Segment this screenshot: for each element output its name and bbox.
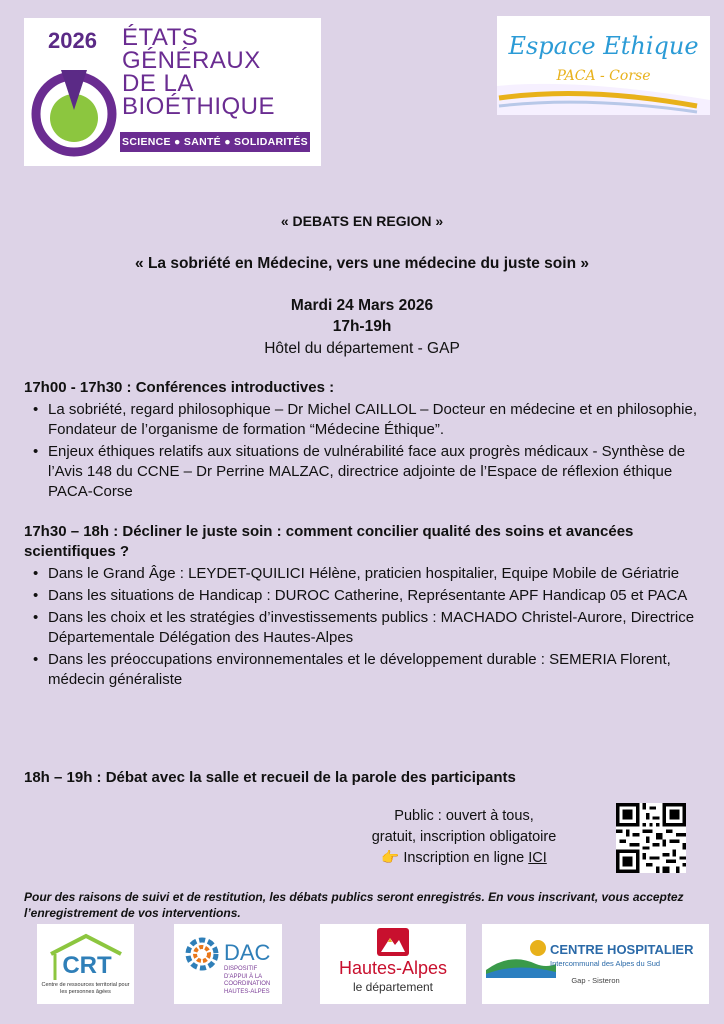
list-item: • Dans les choix et les stratégies d’investissements publics : MACHADO Christel-Aurore, Directrice Départementale Délégation des Hautes-Alpes [24,608,704,648]
logo-title-line: BIOÉTHIQUE [122,93,276,120]
crt-logo [37,924,134,1004]
pointing-hand-icon: 👉 [381,850,400,866]
etats-generaux-logo [24,18,321,166]
mountain-crest-icon [377,928,409,956]
dac-emblem-icon [182,934,222,974]
espace-ethique-subtitle: PACA - Corse [556,68,651,84]
qr-code-icon[interactable] [616,803,686,873]
list-item: • Dans les situations de Handicap : DUROC Catherine, Représentante APF Handicap 05 et PACA [24,586,704,606]
public-info [340,806,588,869]
logo-title [122,26,312,118]
logo-year: 2026 [48,28,97,53]
espace-ethique-logo [497,16,710,115]
section-list [24,564,704,692]
list-item: • Dans les préoccupations environnementales et le développement durable : SEMERIA Florent, médecin généraliste [24,650,704,690]
logo-title-line: ÉTATS [122,24,199,51]
crt-caption: Centre de ressources territorial pour les personnes âgées [41,982,130,995]
list-item: • La sobriété, regard philosophique – Dr Michel CAILLOL – Docteur en médecine et en philosophie, Fondateur de l’organisme de formation “Médecine Éthique”. [24,400,704,440]
registration-link[interactable]: ICI [528,850,547,866]
section-heading: 17h00 - 17h30 : Conférences introductives : [24,379,335,396]
hautes-alpes-caption: le département [352,980,434,994]
list-item: • Enjeux éthiques relatifs aux situations de vulnérabilité face aux progrès médicaux - Synthèse de l’Avis 148 du CCNE – Dr Perrine MALZAC, directrice adjointe de l’Espace de réflexion éthique PACA-Corse [24,442,704,502]
ch-name: CENTRE HOSPITALIER [550,942,694,957]
list-item: • Dans le Grand Âge : LEYDET-QUILICI Hélène, praticien hospitalier, Equipe Mobile de Gériatrie [24,564,704,584]
event-date: Mardi 24 Mars 2026 [290,297,434,314]
bioethique-pin-icon [28,48,120,163]
hautes-alpes-logo [320,924,466,1004]
section-heading: 17h30 – 18h : Décliner le juste soin : comment concilier qualité des soins et avancées scientifiques ? [24,523,634,560]
registration-line [340,848,588,869]
event-time: 17h-19h [332,318,392,335]
logo-title-line: DE LA [122,70,194,97]
hills-sun-icon [486,938,556,978]
espace-ethique-title: Espace Ethique [508,32,699,60]
recording-notice: Pour des raisons de suivi et de restitution, les débats publics seront enregistrés. En vous inscrivant, vous acceptez l’enregistrement de vos interventions. [24,890,684,920]
ch-place: Gap - Sisteron [571,976,620,985]
event-theme: « La sobriété en Médecine, vers une médecine du juste soin » [135,255,589,272]
section-list [24,400,704,504]
logo-title-line: GÉNÉRAUX [122,47,261,74]
public-line: gratuit, inscription obligatoire [371,829,557,845]
ch-caption: Intercommunal des Alpes du Sud [550,959,661,968]
hautes-alpes-name: Hautes-Alpes [338,958,448,978]
dac-caption: DISPOSITIF D'APPUI À LA COORDINATION HAUTES-ALPES [224,966,271,995]
espace-ethique-swoosh-icon [497,16,710,115]
event-place: Hôtel du département - GAP [264,340,460,357]
public-line: Public : ouvert à tous, [394,808,534,824]
dac-name: DAC [224,940,271,965]
crt-name: CRT [62,952,112,979]
debate-heading: 18h – 19h : Débat avec la salle et recueil de la parole des participants [24,769,516,786]
logo-tagline: SCIENCE ● SANTÉ ● SOLIDARITÉS [120,132,310,152]
centre-hospitalier-logo [482,924,709,1004]
registration-prefix: Inscription en ligne [403,850,529,866]
dac-logo [174,924,282,1004]
event-label: « DEBATS EN REGION » [280,213,444,229]
